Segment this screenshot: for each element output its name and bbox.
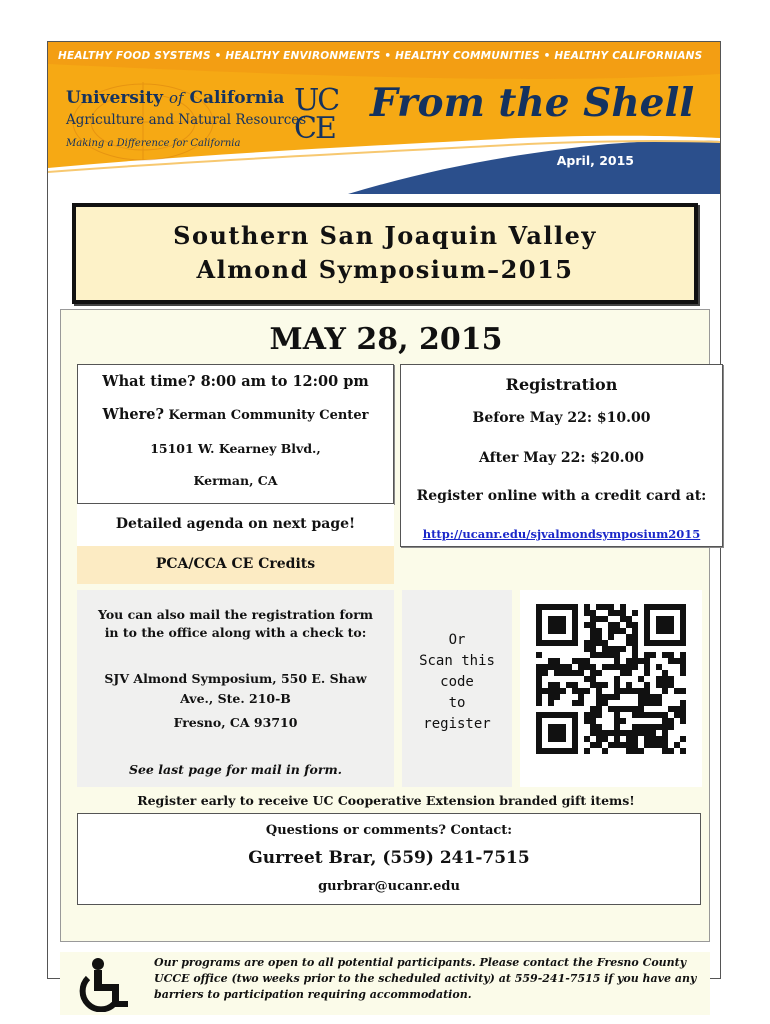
contact-name-phone: Gurreet Brar, (559) 241-7515: [248, 848, 530, 868]
registration-link[interactable]: http://ucanr.edu/sjvalmondsymposium2015: [422, 527, 701, 541]
event-address-line2: Kerman, CA: [193, 473, 278, 488]
mail-line2: in to the office along with a check to:: [104, 625, 367, 640]
accessibility-footer: [60, 952, 710, 1015]
time-location-box: [77, 364, 394, 504]
online-register-text: Register online with a credit card at:: [416, 488, 707, 504]
newsletter-banner: [48, 42, 720, 194]
ucce-logo: UC CE: [294, 83, 339, 146]
mail-address-line1: SJV Almond Symposium, 550 E. Shaw: [104, 671, 367, 686]
qr-code-icon[interactable]: [536, 604, 686, 754]
contact-heading: Questions or comments? Contact:: [265, 823, 513, 838]
contact-email[interactable]: gurbrar@ucanr.edu: [318, 879, 460, 894]
agenda-note: Detailed agenda on next page!: [115, 516, 356, 532]
mail-address-line3: Fresno, CA 93710: [173, 715, 298, 730]
agenda-note-box: [77, 504, 394, 546]
org-motto: Making a Difference for California: [66, 138, 241, 149]
registration-box: [400, 364, 723, 547]
event-time: What time? 8:00 am to 12:00 pm: [102, 373, 369, 390]
credits-box: [77, 546, 394, 584]
org-name: University of California: [66, 88, 285, 108]
newsletter-title: From the Shell: [370, 80, 695, 126]
accessibility-statement: Our programs are open to all potential participants. Please contact the Fresno County UCCE office (two weeks prior to the scheduled activity) at 559-241-7515 if you have any barriers to participation requiring accommodation.: [154, 956, 697, 1001]
qr-code-box: [520, 590, 702, 787]
scan-prompt: Or Scan this code to register: [419, 632, 495, 732]
event-title-line2: Almond Symposium–2015: [196, 255, 574, 284]
mail-form-note: See last page for mail in form.: [128, 762, 343, 777]
banner-tagline: HEALTHY FOOD SYSTEMS • HEALTHY ENVIRONMENTS • HEALTHY COMMUNITIES • HEALTHY CALIFORNIANS: [58, 50, 703, 62]
late-price: After May 22: $20.00: [479, 450, 644, 466]
mail-in-box: [77, 590, 394, 787]
flyer-page: [47, 41, 721, 1001]
registration-link-wrap: [401, 523, 722, 542]
mail-line1: You can also mail the registration form: [97, 607, 374, 622]
early-registration-promo: Register early to receive UC Cooperative Extension branded gift items!: [137, 793, 635, 808]
event-where: Where? Kerman Community Center: [102, 406, 369, 423]
event-details-panel: [60, 309, 710, 942]
event-address-line1: 15101 W. Kearney Blvd.,: [150, 441, 321, 456]
contact-box: [77, 813, 701, 905]
early-price: Before May 22: $10.00: [472, 410, 651, 426]
event-title-line1: Southern San Joaquin Valley: [173, 221, 597, 250]
division-name: Agriculture and Natural Resources: [66, 112, 307, 128]
registration-heading: Registration: [505, 375, 618, 394]
event-title-box: [72, 203, 698, 304]
event-date: MAY 28, 2015: [269, 322, 503, 357]
issue-date: April, 2015: [556, 153, 634, 168]
mail-address-line2: Ave., Ste. 210-B: [180, 691, 291, 706]
ce-credits: PCA/CCA CE Credits: [155, 556, 316, 572]
scan-prompt-box: [402, 590, 512, 787]
wheelchair-icon: [74, 956, 140, 1012]
